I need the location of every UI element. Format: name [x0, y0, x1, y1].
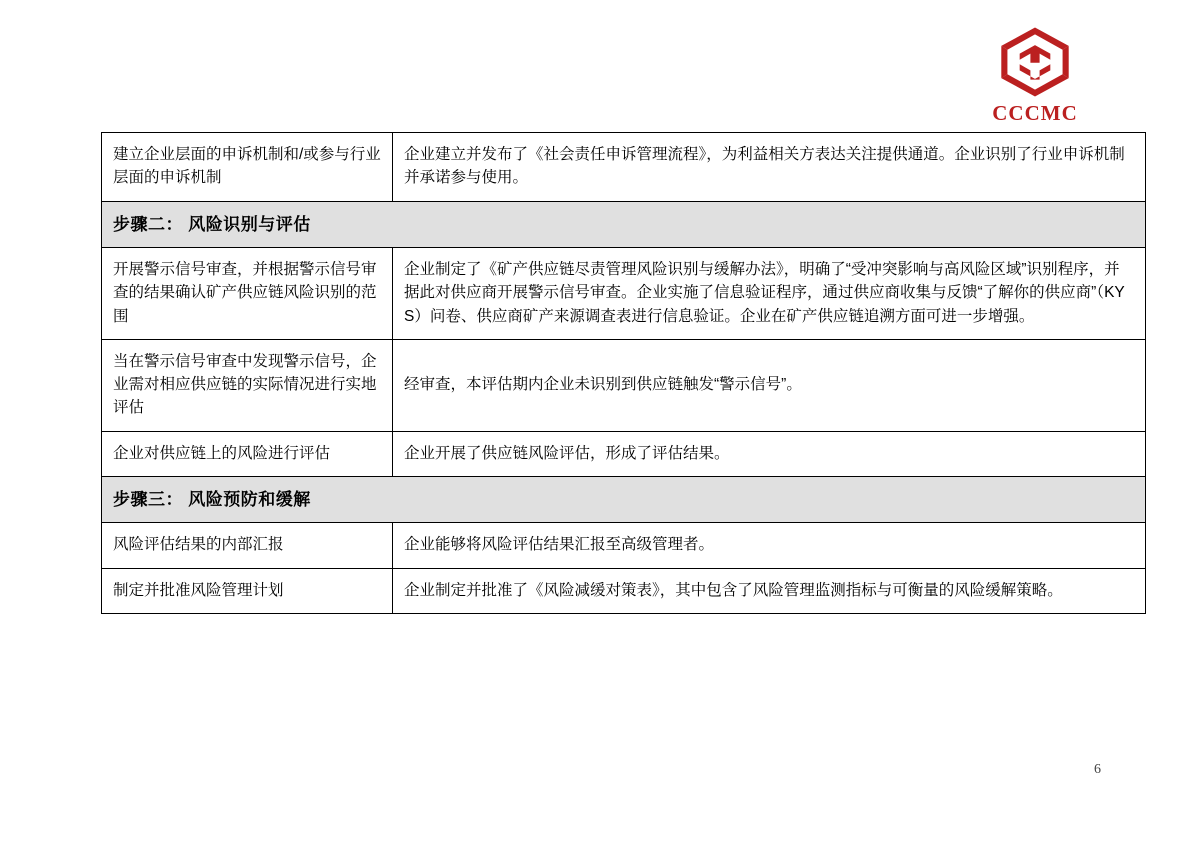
table-row [102, 339, 1146, 431]
finding-text: 企业能够将风险评估结果汇报至高级管理者。 [404, 536, 715, 554]
table-section-row [102, 201, 1146, 248]
table-cell-criterion [102, 133, 393, 202]
table-cell-criterion [102, 248, 393, 340]
logo-block [970, 26, 1100, 126]
logo-text: CCCMC [992, 101, 1078, 125]
finding-text: 企业建立并发布了《社会责任申诉管理流程》，为利益相关方表达关注提供通道。企业识别了行业申诉机制并承诺参与使用。 [404, 146, 1125, 187]
criterion-text: 风险评估结果的内部汇报 [113, 536, 284, 554]
section-header-cell [102, 476, 1146, 523]
page-number: 6 [1094, 762, 1101, 777]
table-row [102, 431, 1146, 476]
table-row [102, 568, 1146, 613]
table-cell-finding [393, 431, 1146, 476]
criterion-text: 企业对供应链上的风险进行评估 [113, 444, 331, 462]
finding-text: 企业开展了供应链风险评估，形成了评估结果。 [404, 444, 730, 462]
table-cell-criterion [102, 339, 393, 431]
table-cell-finding [393, 339, 1146, 431]
table-row [102, 248, 1146, 340]
finding-text: 企业制定了《矿产供应链尽责管理风险识别与缓解办法》，明确了“受冲突影响与高风险区域”识别程序，并据此对供应商开展警示信号审查。企业实施了信息验证程序，通过供应商收集与反馈“了解你的供应商”（KYS）问卷、供应商矿产来源调查表进行信息验证。企业在矿产供应链追溯方面可进一步增强。 [404, 261, 1125, 325]
cccmc-hexagon-logo-icon [996, 26, 1074, 98]
table-cell-criterion [102, 523, 393, 568]
criterion-text: 制定并批准风险管理计划 [113, 581, 284, 599]
table-section-row [102, 476, 1146, 523]
criterion-text: 当在警示信号审查中发现警示信号，企业需对相应供应链的实际情况进行实地评估 [113, 352, 377, 417]
section-title: 步骤三： 风险预防和缓解 [113, 489, 311, 509]
table-row [102, 523, 1146, 568]
table-row [102, 133, 1146, 202]
table-cell-criterion [102, 568, 393, 613]
table-cell-finding [393, 523, 1146, 568]
section-header-cell [102, 201, 1146, 248]
finding-text: 企业制定并批准了《风险减缓对策表》，其中包含了风险管理监测指标与可衡量的风险缓解策略。 [404, 581, 1063, 599]
table-cell-criterion [102, 431, 393, 476]
table-cell-finding [393, 248, 1146, 340]
table-cell-finding [393, 133, 1146, 202]
criterion-text: 开展警示信号审查，并根据警示信号审查的结果确认矿产供应链风险识别的范围 [113, 261, 377, 325]
criterion-text: 建立企业层面的申诉机制和/或参与行业层面的申诉机制 [113, 146, 381, 187]
assessment-table [101, 132, 1125, 614]
finding-text: 经审查，本评估期内企业未识别到供应链触发“警示信号”。 [404, 376, 802, 393]
table-cell-finding [393, 568, 1146, 613]
section-title: 步骤二： 风险识别与评估 [113, 214, 311, 234]
